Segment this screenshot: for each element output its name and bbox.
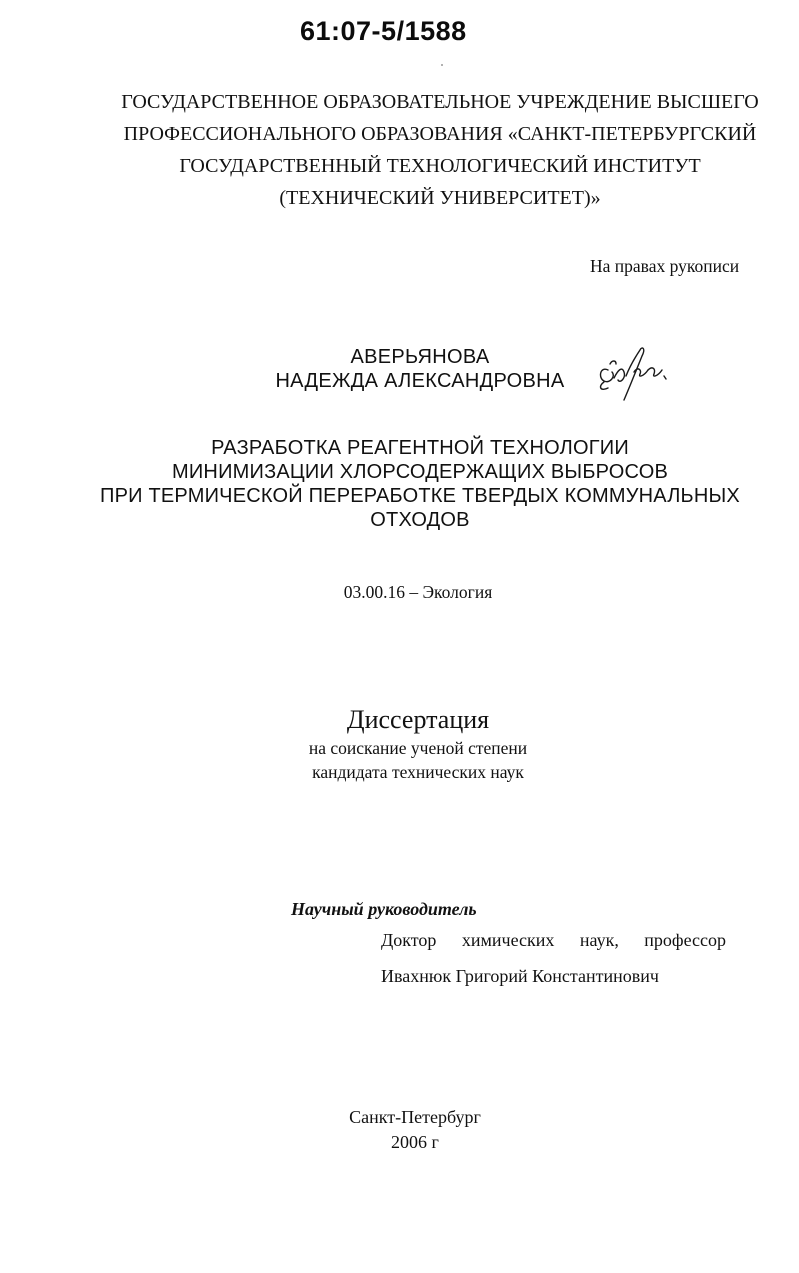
rights-note: На правах рукописи [590, 256, 740, 276]
institution-header [100, 86, 780, 214]
title-line-4: ОТХОДОВ [370, 509, 470, 531]
handwritten-signature-icon [590, 326, 670, 406]
scan-speck [441, 64, 443, 66]
dissertation-heading: Диссертация [346, 705, 490, 734]
title-line-2: МИНИМИЗАЦИИ ХЛОРСОДЕРЖАЩИХ ВЫБРОСОВ [171, 461, 669, 483]
advisor-name: Ивахнюк Григорий Константинович [381, 966, 659, 986]
title-line-3: ПРИ ТЕРМИЧЕСКОЙ ПЕРЕРАБОТКЕ ТВЕРДЫХ КОММУНАЛЬНЫХ [100, 485, 740, 507]
catalog-number: 61:07-5/1588 [300, 16, 467, 46]
specialty-code: 03.00.16 – Экология [343, 582, 493, 602]
institution-line-1: ГОСУДАРСТВЕННОЕ ОБРАЗОВАТЕЛЬНОЕ УЧРЕЖДЕНИЕ ВЫСШЕГО [121, 91, 759, 113]
title-line-1: РАЗРАБОТКА РЕАГЕНТНОЙ ТЕХНОЛОГИИ [211, 437, 629, 459]
advisor-label: Научный руководитель [291, 899, 477, 919]
degree-purpose [220, 736, 616, 784]
year: 2006 г [391, 1132, 439, 1152]
advisor-degree: Доктор химических наук, профессор [381, 930, 726, 950]
institution-line-3: ГОСУДАРСТВЕННЫЙ ТЕХНОЛОГИЧЕСКИЙ ИНСТИТУТ [179, 155, 701, 177]
author-surname: АВЕРЬЯНОВА [350, 346, 490, 368]
institution-line-4: (ТЕХНИЧЕСКИЙ УНИВЕРСИТЕТ)» [279, 187, 601, 209]
institution-line-2: ПРОФЕССИОНАЛЬНОГО ОБРАЗОВАНИЯ «САНКТ-ПЕТЕРБУРГСКИЙ [123, 123, 757, 145]
place-and-year [300, 1105, 530, 1155]
author-given-names: НАДЕЖДА АЛЕКСАНДРОВНА [275, 370, 565, 392]
degree-line-1: на соискание ученой степени [308, 738, 528, 758]
place: Санкт-Петербург [349, 1107, 481, 1127]
dissertation-title [80, 436, 760, 532]
degree-line-2: кандидата технических наук [312, 762, 524, 782]
